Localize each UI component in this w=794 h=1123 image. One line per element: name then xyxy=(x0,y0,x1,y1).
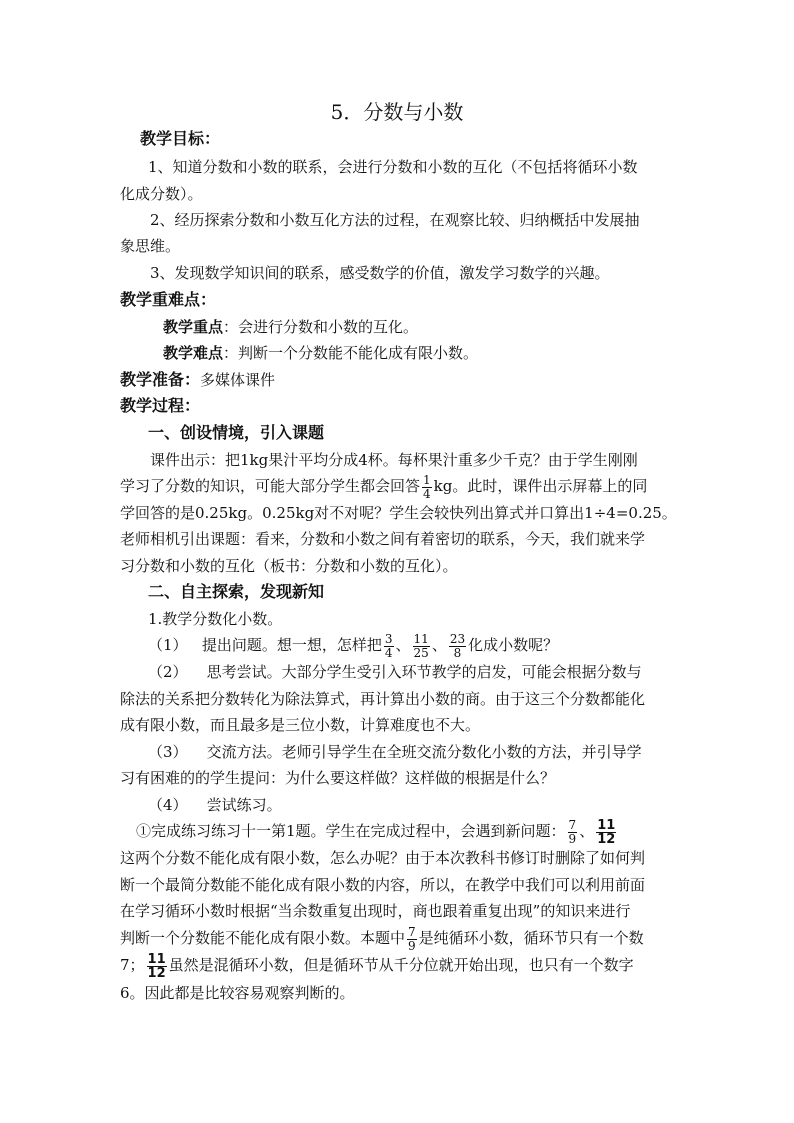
difficult-point-line xyxy=(163,340,478,366)
difficult-point-text: ：判断一个分数能不能化成有限小数。 xyxy=(223,344,479,362)
section-1-heading: 一、创设情境，引入课题 xyxy=(148,423,325,442)
exercise-line-7: 6。因此都是比较容易观察判断的。 xyxy=(120,984,355,1002)
step-2-label: （2） xyxy=(148,663,188,681)
key-point-text: ：会进行分数和小数的互化。 xyxy=(223,318,419,336)
subsection-1-heading: 1.教学分数化小数。 xyxy=(148,610,283,628)
goal-1-line-1: 1、知道分数和小数的联系，会进行分数和小数的互化（不包括将循环小数 xyxy=(148,158,638,176)
fraction-denominator: 9 xyxy=(408,938,416,953)
fraction-numerator: 11 xyxy=(413,631,429,646)
fraction-7-9 xyxy=(568,819,578,846)
exercise-line-5 xyxy=(120,925,644,953)
fraction-denominator: 4 xyxy=(423,486,431,501)
exercise-line-2: 这两个分数不能化成有限小数，怎么办呢？由于本次教科书修订时删除了如何判 xyxy=(120,849,646,867)
step-4-label: （4） xyxy=(148,796,188,814)
fraction-11-25 xyxy=(413,633,430,660)
step-1-text: 提出问题。想一想，怎样把 xyxy=(201,636,382,654)
exercise-line-1-text: ①完成练习练习十一第1题。学生在完成过程中，会遇到新问题： xyxy=(136,822,566,840)
step-2-text: 思考尝试。大部分学生受引入环节教学的启发，可能会根据分数与 xyxy=(206,663,642,681)
step-2-line-1 xyxy=(148,659,642,685)
section-1-line-5: 习分数和小数的互化（板书：分数和小数的互化）。 xyxy=(120,557,458,575)
fraction-denominator: 25 xyxy=(413,645,429,660)
step-2-line-3: 成有限小数，而且最多是三位小数，计算难度也不大。 xyxy=(120,716,481,734)
separator: 、 xyxy=(431,636,447,654)
fraction-denominator: 12 xyxy=(147,965,166,981)
step-3-line-1 xyxy=(148,739,642,765)
section-1-line-4: 老师相机引出课题：看来，分数和小数之间有着密切的联系，今天，我们就来学 xyxy=(120,530,646,548)
key-point-line xyxy=(163,314,418,340)
fraction-numerator: 7 xyxy=(408,924,416,939)
fraction-numerator: 11 xyxy=(597,817,616,833)
exercise-line-5-text-a: 判断一个分数能不能化成有限小数。本题中 xyxy=(120,929,406,947)
goal-2-line-1: 2、经历探索分数和小数互化方法的过程，在观察比较、归纳概括中发展抽 xyxy=(150,211,640,229)
preparation-text: 多媒体课件 xyxy=(200,371,276,389)
section-1-line-2 xyxy=(120,473,647,501)
fraction-numerator: 23 xyxy=(449,631,466,646)
fraction-denominator: 12 xyxy=(597,831,616,847)
section-1-line-2-text-b: kg。此时，课件出示屏幕上的同 xyxy=(433,477,648,495)
key-point-label: 教学重点 xyxy=(163,318,224,336)
step-1-line xyxy=(148,632,558,660)
section-2-heading: 二、自主探索，发现新知 xyxy=(148,582,325,601)
step-1-tail: 化成小数呢？ xyxy=(468,636,559,654)
step-3-line-2: 习有困难的的学生提问：为什么要这样做？这样做的根据是什么？ xyxy=(120,769,556,787)
exercise-line-5-text-b: 是纯循环小数，循环节只有一个数 xyxy=(418,929,644,947)
exercise-line-3: 断一个最简分数能不能化成有限小数的内容，所以，在教学中我们可以利用前面 xyxy=(120,876,646,894)
fraction-3-4 xyxy=(384,633,394,660)
exercise-line-1 xyxy=(136,818,618,846)
step-2-line-2: 除法的关系把分数转化为除法算式，再计算出小数的商。由于这三个分数都能化 xyxy=(120,690,646,708)
fraction-numerator: 1 xyxy=(423,472,431,487)
separator: 、 xyxy=(395,636,411,654)
fraction-11-12 xyxy=(596,819,616,846)
separator: 、 xyxy=(579,822,595,840)
goal-3: 3、发现数学知识间的联系，感受数学的价值，激发学习数学的兴趣。 xyxy=(150,264,610,282)
key-points-heading: 教学重难点： xyxy=(120,290,217,309)
fraction-numerator: 11 xyxy=(147,951,166,967)
exercise-line-6 xyxy=(120,952,634,980)
exercise-line-4: 在学习循环小数时根据“当余数重复出现时，商也跟着重复出现”的知识来进行 xyxy=(120,902,631,920)
fraction-denominator: 4 xyxy=(384,645,393,660)
fraction-7-9 xyxy=(407,926,417,953)
fraction-denominator: 9 xyxy=(568,831,577,846)
fraction-numerator: 7 xyxy=(568,817,577,832)
exercise-line-6-text-a: 7； xyxy=(120,956,145,974)
step-3-label: （3） xyxy=(148,743,188,761)
fraction-1-4 xyxy=(422,474,432,501)
step-3-text: 交流方法。老师引导学生在全班交流分数化小数的方法，并引导学 xyxy=(206,743,642,761)
step-4-line xyxy=(148,792,282,818)
fraction-23-8 xyxy=(449,633,466,660)
section-1-line-2-text-a: 学习了分数的知识，可能大部分学生都会回答 xyxy=(120,477,421,495)
goal-1-line-2: 化成分数）。 xyxy=(120,185,203,203)
page-title: 5．分数与小数 xyxy=(330,100,464,124)
teaching-goals-heading: 教学目标： xyxy=(140,129,221,148)
step-4-text: 尝试练习。 xyxy=(206,796,282,814)
fraction-denominator: 8 xyxy=(453,645,462,660)
section-1-line-1: 课件出示：把1kg果汁平均分成4杯。每杯果汁重多少千克？由于学生刚刚 xyxy=(150,451,638,469)
preparation-label: 教学准备： xyxy=(120,370,201,389)
difficult-point-label: 教学难点 xyxy=(163,344,224,362)
exercise-line-6-text-b: 虽然是混循环小数，但是循环节从千分位就开始出现，也只有一个数字 xyxy=(168,956,634,974)
step-1-label: （1） xyxy=(148,636,188,654)
goal-2-line-2: 象思维。 xyxy=(120,237,181,255)
preparation-line xyxy=(120,367,275,393)
fraction-11-12 xyxy=(147,953,167,980)
section-1-line-3: 学回答的是0.25kg。0.25kg对不对呢？学生会较快列出算式并口算出1÷4=0.25。 xyxy=(120,504,677,522)
fraction-numerator: 3 xyxy=(384,631,393,646)
teaching-process-heading: 教学过程： xyxy=(120,396,201,415)
